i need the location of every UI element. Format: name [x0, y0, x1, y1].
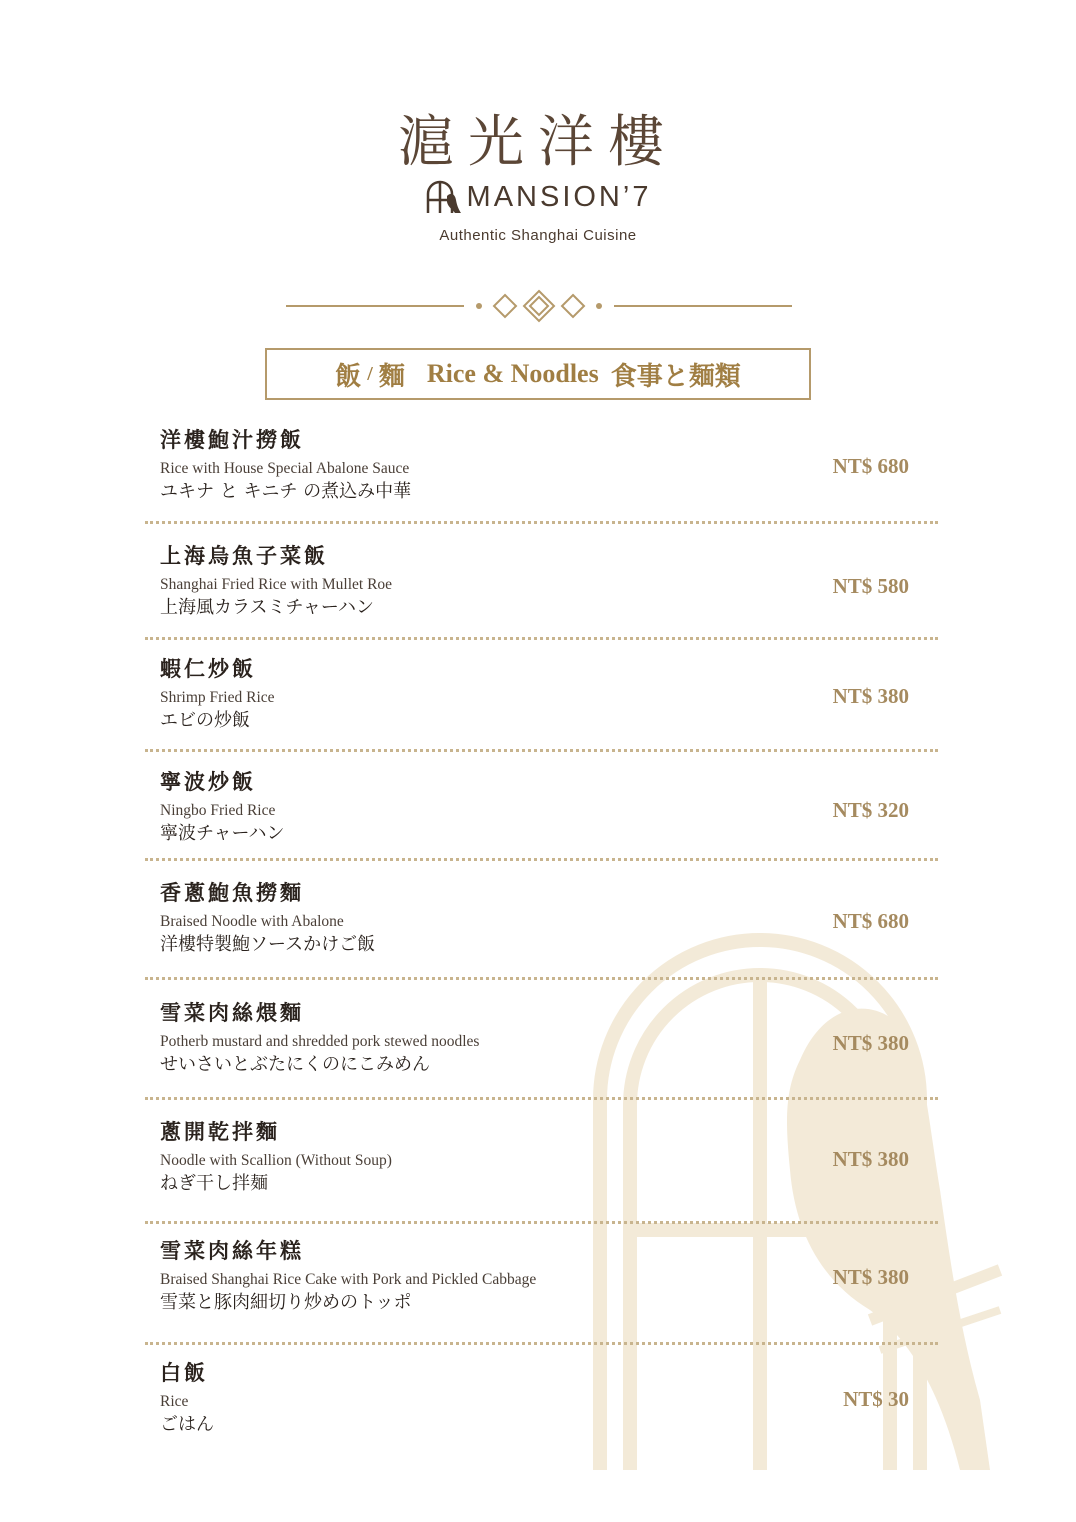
- section-title-cn2: 麵: [378, 361, 405, 391]
- item-price: NT$ 380: [832, 684, 909, 708]
- item-price: NT$ 680: [832, 454, 909, 478]
- item-name-cn: 白飯: [160, 1361, 208, 1385]
- dotted-divider: [145, 977, 938, 980]
- item-name-cn: 蔥開乾拌麵: [160, 1120, 280, 1144]
- dotted-divider: [145, 1221, 938, 1224]
- item-name-jp: 寧波チャーハン: [160, 823, 285, 844]
- item-name-en: Potherb mustard and shredded pork stewed noodles: [160, 1033, 480, 1050]
- item-name-jp: ごはん: [160, 1414, 214, 1435]
- item-name-en: Shrimp Fried Rice: [160, 689, 275, 706]
- dotted-divider: [145, 749, 938, 752]
- menu-item: [160, 656, 920, 733]
- window-logo-icon: [425, 180, 461, 214]
- item-name-cn: 蝦仁炒飯: [160, 657, 256, 681]
- brand-english-name: MANSION: [466, 180, 623, 213]
- item-price: NT$ 320: [832, 798, 909, 822]
- item-name-cn: 寧波炒飯: [160, 770, 256, 794]
- item-name-jp: 雪菜と豚肉細切り炒めのトッポ: [160, 1292, 412, 1313]
- section-title-slash: /: [367, 362, 373, 385]
- item-name-jp: 上海風カラスミチャーハン: [160, 597, 375, 618]
- item-name-cn: 雪菜肉絲煨麵: [160, 1001, 304, 1025]
- section-title-rice-noodles: [265, 348, 811, 400]
- menu-item: [160, 1119, 920, 1196]
- item-name-jp: せいさいとぶたにくのにこみめん: [160, 1054, 430, 1075]
- item-name-cn: 雪菜肉絲年糕: [160, 1239, 304, 1263]
- item-name-en: Noodle with Scallion (Without Soup): [160, 1152, 392, 1169]
- brand-english-row: [0, 180, 1076, 214]
- item-name-en: Shanghai Fried Rice with Mullet Roe: [160, 576, 393, 593]
- dotted-divider: [145, 858, 938, 861]
- item-price: NT$ 580: [832, 574, 909, 598]
- item-name-jp: ユキナ と キニチ の煮込み中華: [160, 481, 412, 502]
- dotted-divider: [145, 1342, 938, 1345]
- menu-item: [160, 880, 920, 957]
- brand-english-suffix: ’7: [622, 180, 652, 213]
- section-title-cn: 飯: [335, 361, 362, 391]
- brand-tagline: Authentic Shanghai Cuisine: [439, 227, 637, 244]
- dotted-divider: [145, 1097, 938, 1100]
- dotted-divider: [145, 521, 938, 524]
- item-price: NT$ 30: [843, 1387, 909, 1411]
- item-name-cn: 香蔥鮑魚撈麵: [160, 881, 304, 905]
- item-price: NT$ 380: [832, 1031, 909, 1055]
- item-name-jp: エビの炒飯: [160, 710, 250, 731]
- item-name-jp: 洋樓特製鮑ソースかけご飯: [160, 934, 376, 955]
- item-name-jp: ねぎ干し拌麺: [160, 1173, 268, 1194]
- menu-item: [160, 1238, 920, 1315]
- menu-item: [160, 1360, 920, 1437]
- section-title-en: Rice & Noodles: [426, 359, 599, 388]
- brand-chinese-name: 滬光洋樓: [398, 110, 678, 175]
- item-name-en: Braised Shanghai Rice Cake with Pork and Pickled Cabbage: [160, 1271, 537, 1288]
- dotted-divider: [145, 637, 938, 640]
- menu-item: [160, 1000, 920, 1077]
- item-name-en: Braised Noodle with Abalone: [160, 913, 344, 930]
- item-name-cn: 上海烏魚子菜飯: [160, 544, 328, 568]
- ornament-divider: [286, 286, 792, 326]
- item-price: NT$ 680: [832, 909, 909, 933]
- menu-item: [160, 427, 920, 504]
- item-name-en: Rice with House Special Abalone Sauce: [160, 460, 410, 477]
- section-title-jp: 食事と麺類: [610, 361, 741, 391]
- item-price: NT$ 380: [832, 1265, 909, 1289]
- item-name-en: Ningbo Fried Rice: [160, 802, 276, 819]
- item-name-cn: 洋樓鮑汁撈飯: [160, 428, 304, 452]
- item-name-en: Rice: [160, 1393, 189, 1410]
- menu-item: [160, 769, 920, 846]
- menu-item: [160, 543, 920, 620]
- item-price: NT$ 380: [832, 1147, 909, 1171]
